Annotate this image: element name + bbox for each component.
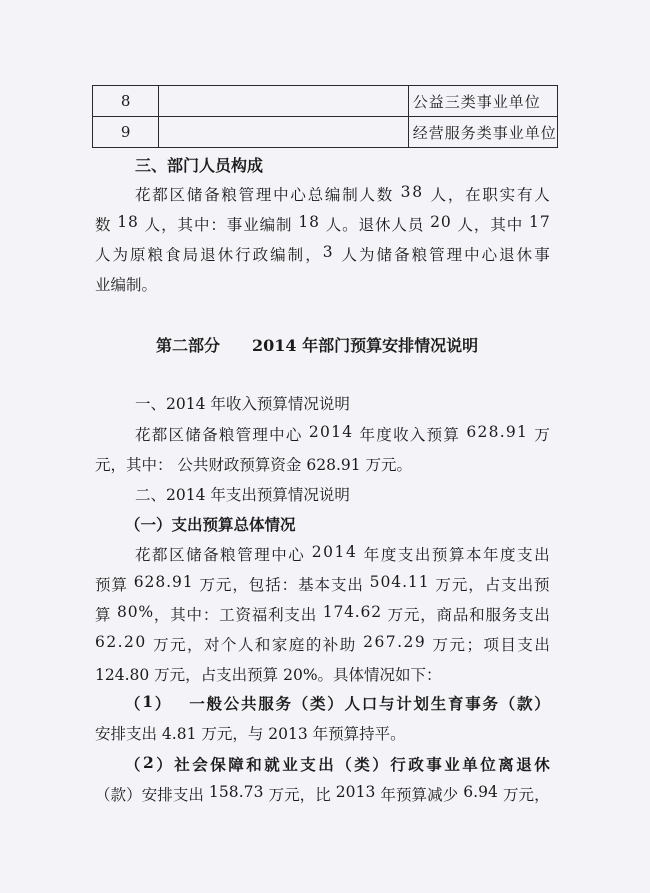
table-row [93,117,558,148]
expense-heading: 二、2014 年支出预算情况说明 [135,486,350,504]
expense-line-3: 算 8 0 % ， 其 中 ： 工 资 福 利 支 出 1 7 4 . 6 2 万 元 ， 商 品 和 服 务 支 出 [95,603,550,624]
section3-line-3: 人 为 原 粮 食 局 退 休 行 政 编 制 ， 3 人 为 储 备 粮 管 理 中 心 退 休 事 [95,243,550,264]
section3-line-4: 业编制。 [95,276,158,294]
row-blank-cell [159,117,409,148]
table-row [93,86,558,117]
unit-type-table [92,85,558,148]
item2-text: （ 款 ） 安 排 支 出 1 5 8 . 7 3 万 元 ， 比 2 0 1 3 年 预 算 减 少 6 . 9 4 万 元 ， [95,783,550,804]
expense-line-1: 花 都 区 储 备 粮 管 理 中 心 2 0 1 4 年 度 支 出 预 算 本 年 度 支 出 [135,543,550,564]
expense-line-2: 预 算 6 2 8 . 9 1 万 元 ， 包 括 ： 基 本 支 出 5 0 4 . 1 1 万 元 ， 占 支 出 预 [95,573,550,594]
unit-type-cell: 经营服务类事业单位 [408,117,557,148]
expense-line-5: 124.80 万元，占支出预算 20%。具体情况如下： [95,666,442,684]
item1-heading: （ 1 ） 一 般 公 共 服 务 （ 类 ） 人 口 与 计 划 生 育 事 务 （ 款 ） [125,692,550,713]
expense-line-4: 6 2 . 2 0 万 元 ， 对 个 人 和 家 庭 的 补 助 2 6 7 . 2 9 万 元 ； 项 目 支 出 [95,633,550,654]
row-number: 9 [93,117,159,148]
row-blank-cell [159,86,409,117]
income-line-2: 元，其中： 公共财政预算资金 628.91 万元。 [95,456,413,474]
part2-title-label: 第二部分 [156,336,221,355]
expense-subheading: （一）支出预算总体情况 [125,515,296,534]
unit-type-cell: 公益三类事业单位 [408,86,557,117]
section3-line-1: 花 都 区 储 备 粮 管 理 中 心 总 编 制 人 数 3 8 人 ， 在 职 实 有 人 [135,183,550,204]
item2-heading: （ 2 ） 社 会 保 障 和 就 业 支 出 （ 类 ） 行 政 事 业 单 位 离 退 休 [125,753,550,774]
section3-line-2: 数 1 8 人 ， 其 中 ： 事 业 编 制 1 8 人 。 退 休 人 员 2 0 人 ， 其 中 1 7 [95,213,550,234]
part2-title-text: 2014 年部门预算安排情况说明 [252,336,479,355]
income-heading: 一、2014 年收入预算情况说明 [135,395,350,413]
item1-text: 安排支出 4.81 万元，与 2013 年预算持平。 [95,725,406,743]
row-number: 8 [93,86,159,117]
income-line-1: 花 都 区 储 备 粮 管 理 中 心 2 0 1 4 年 度 收 入 预 算 6 2 8 . 9 1 万 [135,423,550,444]
section3-heading: 三、部门人员构成 [135,156,264,175]
